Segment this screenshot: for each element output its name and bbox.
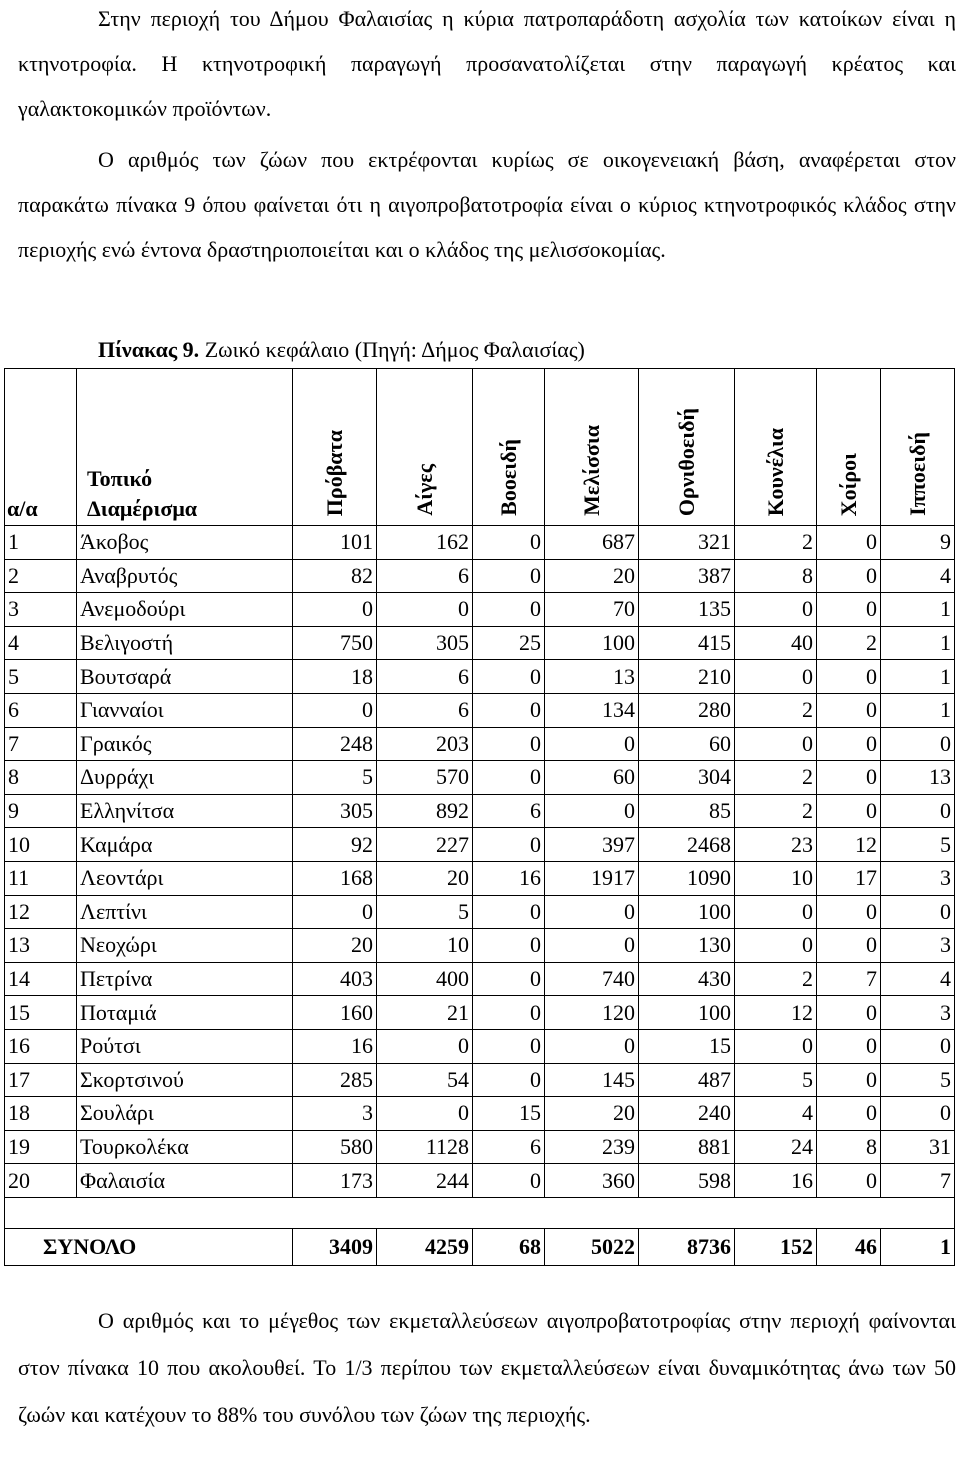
district-name-cell: Γιανναίοι xyxy=(77,693,293,727)
count-cell: 2 xyxy=(735,693,817,727)
count-cell: 4 xyxy=(881,962,955,996)
table-row xyxy=(5,727,955,761)
count-cell: 305 xyxy=(377,626,473,660)
table-row xyxy=(5,526,955,560)
count-cell: 0 xyxy=(735,1029,817,1063)
count-cell: 2468 xyxy=(639,828,735,862)
district-name-cell: Βουτσαρά xyxy=(77,660,293,694)
count-cell: 135 xyxy=(639,593,735,627)
livestock-paragraph-text: Ο αριθμός των ζώων που εκτρέφονται κυρίως σε οικογενειακή βάση, αναφέρεται στον παρακάτω πίνακα 9 όπου φαίνεται ότι η αιγοπροβατοτροφία είναι ο κύριος κτηνοτροφικός κλάδος στην περιοχής ενώ έντονα δραστηριοποιείται και ο κλάδος της μελισσοκομίας. xyxy=(18,147,956,262)
district-name-cell: Άκοβος xyxy=(77,526,293,560)
row-number-cell: 1 xyxy=(5,526,77,560)
table-row xyxy=(5,895,955,929)
count-cell: 6 xyxy=(377,660,473,694)
count-cell: 0 xyxy=(293,693,377,727)
header-sheep-label: Πρόβατα xyxy=(321,429,347,516)
count-cell: 0 xyxy=(881,1029,955,1063)
count-cell: 70 xyxy=(545,593,639,627)
row-number-cell: 5 xyxy=(5,660,77,694)
count-cell: 740 xyxy=(545,962,639,996)
count-cell: 17 xyxy=(817,861,881,895)
count-cell: 5 xyxy=(293,761,377,795)
count-cell: 0 xyxy=(817,1097,881,1131)
row-number-cell: 7 xyxy=(5,727,77,761)
district-name-cell: Γραικός xyxy=(77,727,293,761)
count-cell: 0 xyxy=(735,593,817,627)
count-cell: 6 xyxy=(473,794,545,828)
district-name-cell: Ρούτσι xyxy=(77,1029,293,1063)
total-value-cell: 68 xyxy=(473,1228,545,1265)
count-cell: 31 xyxy=(881,1130,955,1164)
count-cell: 4 xyxy=(881,559,955,593)
count-cell: 16 xyxy=(293,1029,377,1063)
count-cell: 0 xyxy=(817,693,881,727)
livestock-table xyxy=(4,368,955,1266)
table-body xyxy=(5,526,955,1266)
count-cell: 20 xyxy=(377,861,473,895)
count-cell: 54 xyxy=(377,1063,473,1097)
count-cell: 12 xyxy=(735,996,817,1030)
count-cell: 1128 xyxy=(377,1130,473,1164)
count-cell: 0 xyxy=(473,828,545,862)
count-cell: 0 xyxy=(473,962,545,996)
count-cell: 0 xyxy=(545,895,639,929)
count-cell: 1090 xyxy=(639,861,735,895)
count-cell: 0 xyxy=(473,559,545,593)
count-cell: 0 xyxy=(545,1029,639,1063)
count-cell: 3 xyxy=(293,1097,377,1131)
district-name-cell: Λεοντάρι xyxy=(77,861,293,895)
holdings-paragraph-text: Ο αριθμός και το μέγεθος των εκμεταλλεύσεων αιγοπροβατοτροφίας στην περιοχή φαίνονται στον πίνακα 10 που ακολουθεί. Το 1/3 περίπου των εκμεταλλεύσεων είναι δυναμικότητας άνω των 50 ζωών και κατέχουν το 88% του συνόλου των ζώων της περιοχής. xyxy=(18,1308,956,1427)
district-name-cell: Δυρράχι xyxy=(77,761,293,795)
count-cell: 0 xyxy=(293,593,377,627)
header-goats-label: Αίγες xyxy=(411,464,437,516)
count-cell: 0 xyxy=(735,660,817,694)
table-row xyxy=(5,962,955,996)
count-cell: 210 xyxy=(639,660,735,694)
count-cell: 16 xyxy=(473,861,545,895)
table-row xyxy=(5,1097,955,1131)
table-spacer-row xyxy=(5,1197,955,1228)
total-label-cell: ΣΥΝΟΛΟ xyxy=(5,1228,293,1265)
count-cell: 1 xyxy=(881,693,955,727)
count-cell: 130 xyxy=(639,929,735,963)
count-cell: 9 xyxy=(881,526,955,560)
count-cell: 5 xyxy=(735,1063,817,1097)
count-cell: 0 xyxy=(817,794,881,828)
count-cell: 0 xyxy=(377,593,473,627)
holdings-paragraph xyxy=(18,1297,956,1438)
count-cell: 304 xyxy=(639,761,735,795)
count-cell: 280 xyxy=(639,693,735,727)
district-name-cell: Πετρίνα xyxy=(77,962,293,996)
count-cell: 3 xyxy=(881,929,955,963)
count-cell: 0 xyxy=(473,996,545,1030)
header-pigs-label: Χοίροι xyxy=(835,452,861,516)
count-cell: 240 xyxy=(639,1097,735,1131)
count-cell: 227 xyxy=(377,828,473,862)
count-cell: 0 xyxy=(473,593,545,627)
intro-paragraph xyxy=(18,0,956,131)
count-cell: 15 xyxy=(639,1029,735,1063)
row-number-cell: 13 xyxy=(5,929,77,963)
count-cell: 10 xyxy=(377,929,473,963)
count-cell: 92 xyxy=(293,828,377,862)
count-cell: 4 xyxy=(735,1097,817,1131)
count-cell: 892 xyxy=(377,794,473,828)
spacer-cell xyxy=(5,1197,955,1228)
district-name-cell: Βελιγοστή xyxy=(77,626,293,660)
header-equines-label: Ιπποειδή xyxy=(904,432,930,516)
count-cell: 10 xyxy=(735,861,817,895)
count-cell: 0 xyxy=(377,1029,473,1063)
count-cell: 23 xyxy=(735,828,817,862)
count-cell: 120 xyxy=(545,996,639,1030)
district-name-cell: Ελληνίτσα xyxy=(77,794,293,828)
total-value-cell: 46 xyxy=(817,1228,881,1265)
total-value-cell: 1 xyxy=(881,1228,955,1265)
count-cell: 0 xyxy=(735,895,817,929)
count-cell: 0 xyxy=(473,727,545,761)
table-caption-text: Ζωικό κεφάλαιο (Πηγή: Δήμος Φαλαισίας) xyxy=(199,337,585,362)
count-cell: 60 xyxy=(545,761,639,795)
row-number-cell: 8 xyxy=(5,761,77,795)
count-cell: 687 xyxy=(545,526,639,560)
count-cell: 244 xyxy=(377,1164,473,1198)
count-cell: 7 xyxy=(881,1164,955,1198)
table-row xyxy=(5,761,955,795)
table-row xyxy=(5,1130,955,1164)
count-cell: 18 xyxy=(293,660,377,694)
count-cell: 0 xyxy=(817,593,881,627)
count-cell: 0 xyxy=(473,1164,545,1198)
count-cell: 0 xyxy=(817,559,881,593)
table-caption xyxy=(98,334,585,366)
header-aa: α/α xyxy=(5,369,77,526)
header-cattle-label: Βοοειδή xyxy=(495,439,521,516)
count-cell: 7 xyxy=(817,962,881,996)
count-cell: 239 xyxy=(545,1130,639,1164)
count-cell: 3 xyxy=(881,861,955,895)
row-number-cell: 16 xyxy=(5,1029,77,1063)
count-cell: 0 xyxy=(735,929,817,963)
table-row xyxy=(5,828,955,862)
row-number-cell: 17 xyxy=(5,1063,77,1097)
count-cell: 13 xyxy=(545,660,639,694)
count-cell: 173 xyxy=(293,1164,377,1198)
count-cell: 0 xyxy=(881,794,955,828)
count-cell: 82 xyxy=(293,559,377,593)
count-cell: 2 xyxy=(735,962,817,996)
count-cell: 2 xyxy=(735,761,817,795)
header-cattle xyxy=(473,369,545,526)
district-name-cell: Σκορτσινού xyxy=(77,1063,293,1097)
count-cell: 2 xyxy=(735,794,817,828)
table-row xyxy=(5,593,955,627)
count-cell: 750 xyxy=(293,626,377,660)
header-poultry-label: Ορνιθοειδή xyxy=(673,407,699,516)
count-cell: 285 xyxy=(293,1063,377,1097)
row-number-cell: 4 xyxy=(5,626,77,660)
count-cell: 13 xyxy=(881,761,955,795)
total-value-cell: 5022 xyxy=(545,1228,639,1265)
table-row xyxy=(5,1063,955,1097)
count-cell: 20 xyxy=(545,1097,639,1131)
total-value-cell: 4259 xyxy=(377,1228,473,1265)
count-cell: 3 xyxy=(881,996,955,1030)
count-cell: 0 xyxy=(473,1063,545,1097)
count-cell: 0 xyxy=(881,727,955,761)
count-cell: 5 xyxy=(881,828,955,862)
count-cell: 415 xyxy=(639,626,735,660)
count-cell: 0 xyxy=(473,895,545,929)
count-cell: 168 xyxy=(293,861,377,895)
count-cell: 2 xyxy=(735,526,817,560)
district-name-cell: Σουλάρι xyxy=(77,1097,293,1131)
count-cell: 100 xyxy=(639,895,735,929)
count-cell: 6 xyxy=(377,693,473,727)
count-cell: 387 xyxy=(639,559,735,593)
count-cell: 248 xyxy=(293,727,377,761)
count-cell: 0 xyxy=(817,526,881,560)
count-cell: 6 xyxy=(473,1130,545,1164)
count-cell: 0 xyxy=(817,1164,881,1198)
count-cell: 0 xyxy=(817,660,881,694)
count-cell: 0 xyxy=(817,1063,881,1097)
table-row xyxy=(5,929,955,963)
count-cell: 0 xyxy=(817,761,881,795)
header-rabbits xyxy=(735,369,817,526)
table-row xyxy=(5,1164,955,1198)
count-cell: 24 xyxy=(735,1130,817,1164)
count-cell: 203 xyxy=(377,727,473,761)
header-poultry xyxy=(639,369,735,526)
row-number-cell: 11 xyxy=(5,861,77,895)
count-cell: 397 xyxy=(545,828,639,862)
count-cell: 0 xyxy=(735,727,817,761)
count-cell: 0 xyxy=(473,693,545,727)
count-cell: 8 xyxy=(817,1130,881,1164)
count-cell: 40 xyxy=(735,626,817,660)
row-number-cell: 18 xyxy=(5,1097,77,1131)
count-cell: 0 xyxy=(817,996,881,1030)
district-name-cell: Λεπτίνι xyxy=(77,895,293,929)
count-cell: 5 xyxy=(881,1063,955,1097)
count-cell: 2 xyxy=(817,626,881,660)
count-cell: 85 xyxy=(639,794,735,828)
count-cell: 0 xyxy=(817,929,881,963)
count-cell: 0 xyxy=(817,895,881,929)
count-cell: 0 xyxy=(473,526,545,560)
count-cell: 0 xyxy=(545,727,639,761)
count-cell: 0 xyxy=(881,895,955,929)
count-cell: 5 xyxy=(377,895,473,929)
total-value-cell: 8736 xyxy=(639,1228,735,1265)
count-cell: 570 xyxy=(377,761,473,795)
table-header-row xyxy=(5,369,955,526)
district-name-cell: Νεοχώρι xyxy=(77,929,293,963)
count-cell: 134 xyxy=(545,693,639,727)
count-cell: 0 xyxy=(293,895,377,929)
row-number-cell: 9 xyxy=(5,794,77,828)
count-cell: 430 xyxy=(639,962,735,996)
header-local-district xyxy=(77,369,293,526)
table-row xyxy=(5,1029,955,1063)
district-name-cell: Ανεμοδούρι xyxy=(77,593,293,627)
row-number-cell: 6 xyxy=(5,693,77,727)
total-value-cell: 3409 xyxy=(293,1228,377,1265)
count-cell: 0 xyxy=(473,660,545,694)
district-name-cell: Αναβρυτός xyxy=(77,559,293,593)
count-cell: 20 xyxy=(293,929,377,963)
header-beehives-label: Μελίσσια xyxy=(578,425,604,516)
count-cell: 25 xyxy=(473,626,545,660)
table-row xyxy=(5,996,955,1030)
count-cell: 0 xyxy=(881,1097,955,1131)
count-cell: 1 xyxy=(881,660,955,694)
count-cell: 8 xyxy=(735,559,817,593)
table-row xyxy=(5,794,955,828)
count-cell: 400 xyxy=(377,962,473,996)
count-cell: 0 xyxy=(817,1029,881,1063)
count-cell: 145 xyxy=(545,1063,639,1097)
count-cell: 403 xyxy=(293,962,377,996)
count-cell: 12 xyxy=(817,828,881,862)
table-caption-label: Πίνακας 9. xyxy=(98,337,200,362)
count-cell: 305 xyxy=(293,794,377,828)
count-cell: 0 xyxy=(545,794,639,828)
count-cell: 1917 xyxy=(545,861,639,895)
row-number-cell: 20 xyxy=(5,1164,77,1198)
count-cell: 20 xyxy=(545,559,639,593)
count-cell: 100 xyxy=(639,996,735,1030)
table-row xyxy=(5,693,955,727)
row-number-cell: 2 xyxy=(5,559,77,593)
count-cell: 1 xyxy=(881,626,955,660)
count-cell: 598 xyxy=(639,1164,735,1198)
count-cell: 15 xyxy=(473,1097,545,1131)
count-cell: 0 xyxy=(377,1097,473,1131)
count-cell: 580 xyxy=(293,1130,377,1164)
livestock-paragraph xyxy=(18,137,956,272)
header-equines xyxy=(881,369,955,526)
row-number-cell: 14 xyxy=(5,962,77,996)
row-number-cell: 19 xyxy=(5,1130,77,1164)
row-number-cell: 10 xyxy=(5,828,77,862)
count-cell: 162 xyxy=(377,526,473,560)
header-sheep xyxy=(293,369,377,526)
header-goats xyxy=(377,369,473,526)
header-local-district-line2: Διαμέρισμα xyxy=(87,496,198,521)
count-cell: 16 xyxy=(735,1164,817,1198)
count-cell: 321 xyxy=(639,526,735,560)
count-cell: 101 xyxy=(293,526,377,560)
district-name-cell: Ποταμιά xyxy=(77,996,293,1030)
row-number-cell: 12 xyxy=(5,895,77,929)
count-cell: 360 xyxy=(545,1164,639,1198)
count-cell: 100 xyxy=(545,626,639,660)
header-local-district-line1: Τοπικό xyxy=(87,466,153,491)
row-number-cell: 15 xyxy=(5,996,77,1030)
header-rabbits-label: Κουνέλια xyxy=(762,427,788,516)
count-cell: 0 xyxy=(473,929,545,963)
count-cell: 60 xyxy=(639,727,735,761)
table-row xyxy=(5,660,955,694)
table-row xyxy=(5,861,955,895)
count-cell: 21 xyxy=(377,996,473,1030)
district-name-cell: Φαλαισία xyxy=(77,1164,293,1198)
count-cell: 6 xyxy=(377,559,473,593)
total-value-cell: 152 xyxy=(735,1228,817,1265)
intro-paragraph-text: Στην περιοχή του Δήμου Φαλαισίας η κύρια πατροπαράδοτη ασχολία των κατοίκων είναι η κτηνοτροφία. Η κτηνοτροφική παραγωγή προσανατολίζεται στην παραγωγή κρέατος και γαλακτοκομικών προϊόντων. xyxy=(18,6,956,121)
count-cell: 0 xyxy=(545,929,639,963)
row-number-cell: 3 xyxy=(5,593,77,627)
header-pigs xyxy=(817,369,881,526)
count-cell: 160 xyxy=(293,996,377,1030)
count-cell: 487 xyxy=(639,1063,735,1097)
count-cell: 0 xyxy=(817,727,881,761)
count-cell: 1 xyxy=(881,593,955,627)
district-name-cell: Τουρκολέκα xyxy=(77,1130,293,1164)
count-cell: 881 xyxy=(639,1130,735,1164)
table-total-row xyxy=(5,1228,955,1265)
count-cell: 0 xyxy=(473,761,545,795)
count-cell: 0 xyxy=(473,1029,545,1063)
header-beehives xyxy=(545,369,639,526)
district-name-cell: Καμάρα xyxy=(77,828,293,862)
table-row xyxy=(5,626,955,660)
table-row xyxy=(5,559,955,593)
